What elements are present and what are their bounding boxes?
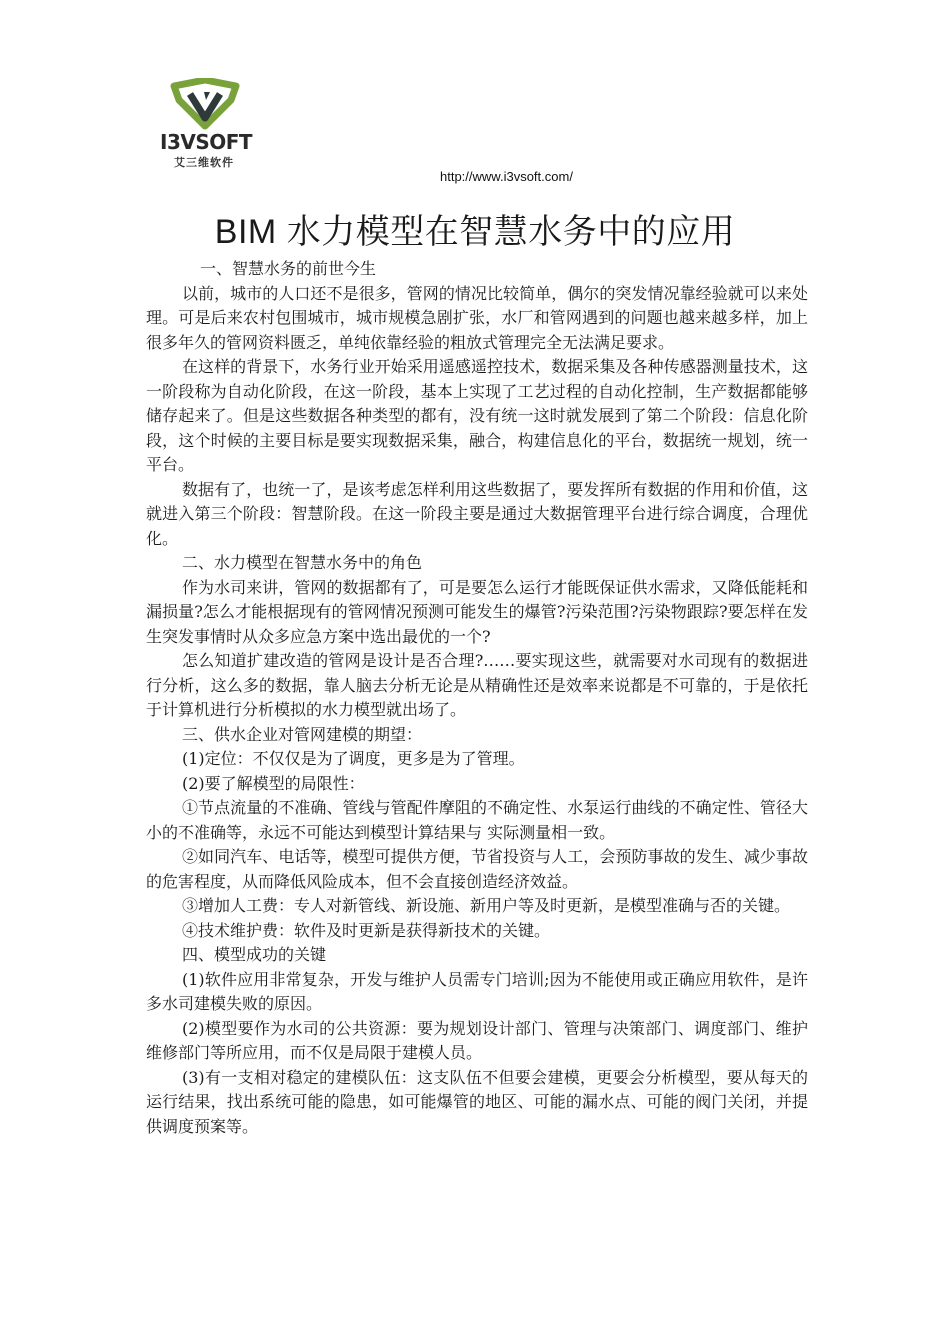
body-paragraph: 作为水司来讲，管网的数据都有了，可是要怎么运行才能既保证供水需求，又降低能耗和漏损量?怎么才能根据现有的管网情况预测可能发生的爆管?污染范围?污染物跟踪?要怎样在发生突发事情时从众多应急方案中选出最优的一个? xyxy=(146,577,808,646)
list-item: ④技术维护费：软件及时更新是获得新技术的关键。 xyxy=(182,920,551,940)
section-heading: 二、水力模型在智慧水务中的角色 xyxy=(182,553,423,572)
document-title: BIM 水力模型在智慧水务中的应用 xyxy=(214,213,736,251)
list-item: (2)模型要作为水司的公共资源：要为规划设计部门、管理与决策部门、调度部门、维护维修部门等所应用，而不仅是局限于建模人员。 xyxy=(146,1018,808,1062)
logo-chinese-name: 艾三维软件 xyxy=(174,156,234,169)
body-paragraph: 怎么知道扩建改造的管网是设计是否合理?……要实现这些，就需要对水司现有的数据进行分析，这么多的数据，靠人脑去分析无论是从精确性还是效率来说都是不可靠的，于是依托于计算机进行分析模拟的水力模型就出场了。 xyxy=(146,651,808,719)
body-paragraph: 数据有了，也统一了，是该考虑怎样利用这些数据了，要发挥所有数据的作用和价值，这就进入第三个阶段：智慧阶段。在这一阶段主要是通过大数据管理平台进行综合调度，合理优化。 xyxy=(146,479,808,548)
body-paragraph: 在这样的背景下，水务行业开始采用遥感遥控技术，数据采集及各种传感器测量技术，这一阶段称为自动化阶段，在这一阶段，基本上实现了工艺过程的自动化控制，生产数据都能够储存起来了。但是这些数据各种类型的都有，没有统一这时就发展到了第二个阶段：信息化阶段，这个时候的主要目标是要实现数据采集，融合，构建信息化的平台，数据统一规划，统一平台。 xyxy=(146,357,808,474)
list-item: ①节点流量的不准确、管线与管配件摩阻的不确定性、水泵运行曲线的不确定性、管径大小的不准确等，永远不可能达到模型计算结果与 实际测量相一致。 xyxy=(146,798,808,842)
shield-logo-icon xyxy=(160,78,250,130)
list-item: (1)定位：不仅仅是为了调度，更多是为了管理。 xyxy=(182,749,525,768)
document-body xyxy=(146,257,808,1139)
list-item: (1)软件应用非常复杂，开发与维护人员需专门培训;因为不能使用或正确应用软件，是许多水司建模失败的原因。 xyxy=(146,969,808,1013)
list-item: ③增加人工费：专人对新管线、新设施、新用户等及时更新，是模型准确与否的关键。 xyxy=(182,896,791,915)
list-item: (3)有一支相对稳定的建模队伍：这支队伍不但要会建模，更要会分析模型，要从每天的运行结果，找出系统可能的隐患，如可能爆管的地区、可能的漏水点、可能的阀门关闭，并提供调度预案等。 xyxy=(146,1067,808,1136)
website-url[interactable]: http://www.i3vsoft.com/ xyxy=(440,169,573,184)
list-item: ②如同汽车、电话等，模型可提供方便，节省投资与人工，会预防事故的发生、减少事故的危害程度，从而降低风险成本，但不会直接创造经济效益。 xyxy=(146,847,808,891)
section-heading: 一、智慧水务的前世今生 xyxy=(200,259,377,278)
section-heading: 三、供水企业对管网建模的期望： xyxy=(182,724,423,744)
body-paragraph: 以前，城市的人口还不是很多，管网的情况比较简单，偶尔的突发情况靠经验就可以来处理。可是后来农村包围城市，城市规模急剧扩张，水厂和管网遇到的问题也越来越多样，加上很多年久的管网资料匮乏，单纯依靠经验的粗放式管理完全无法满足要求。 xyxy=(146,283,808,352)
company-logo xyxy=(160,78,253,170)
list-item: (2)要了解模型的局限性： xyxy=(182,773,365,793)
section-heading: 四、模型成功的关键 xyxy=(182,945,327,964)
logo-wordmark: I3VSOFT xyxy=(160,130,253,154)
